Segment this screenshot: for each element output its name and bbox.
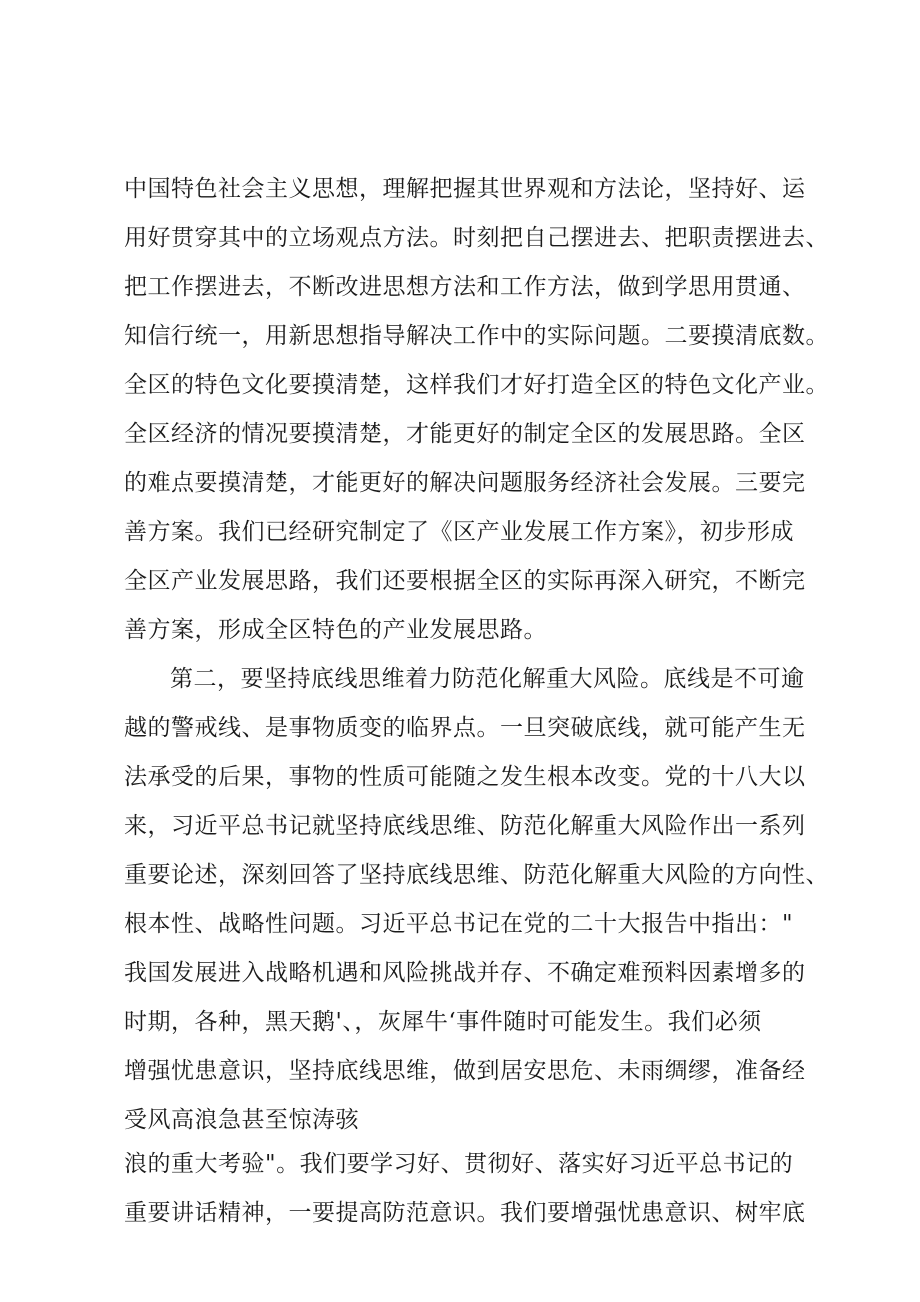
text-line-15: 重要论述，深刻回答了坚持底线思维、防范化解重大风险的方向性、 <box>124 862 829 888</box>
text-line-18: 时期，各种，黑天鹅'、，灰犀牛‘事件随时可能发生。我们必须 <box>124 1009 762 1035</box>
text-line-6: 全区经济的情况要摸清楚，才能更好的制定全区的发展思路。全区 <box>124 421 806 447</box>
text-line-7: 的难点要摸清楚，才能更好的解决问题服务经济社会发展。三要完 <box>124 470 806 496</box>
text-line-3: 把工作摆进去，不断改进思想方法和工作方法，做到学思用贯通、 <box>124 274 806 300</box>
text-line-5: 全区的特色文化要摸清楚，这样我们才好打造全区的特色文化产业。 <box>124 372 829 398</box>
text-line-21: 浪的重大考验"。我们要学习好、贯彻好、落实好习近平总书记的 <box>124 1151 794 1177</box>
text-line-16: 根本性、战略性问题。习近平总书记在党的二十大报告中指出：" <box>124 911 794 937</box>
text-line-22: 重要讲话精神，一要提高防范意识。我们要增强忧患意识、树牢底 <box>124 1200 806 1226</box>
text-line-8: 善方案。我们已经研究制定了《区产业发展工作方案》，初步形成 <box>124 519 794 545</box>
text-line-4: 知信行统一，用新思想指导解决工作中的实际问题。二要摸清底数。 <box>124 323 829 349</box>
text-line-14: 来，习近平总书记就坚持底线思维、防范化解重大风险作出一系列 <box>124 813 806 839</box>
text-line-2: 用好贯穿其中的立场观点方法。时刻把自己摆进去、把职责摆进去、 <box>124 225 829 251</box>
text-line-19: 增强忧患意识，坚持底线思维，做到居安思危、未雨绸缪，准备经 <box>124 1058 806 1084</box>
text-line-9: 全区产业发展思路，我们还要根据全区的实际再深入研究，不断完 <box>124 568 806 594</box>
text-line-17: 我国发展进入战略机遇和风险挑战并存、不确定难预料因素增多的 <box>124 960 806 986</box>
text-line-10: 善方案，形成全区特色的产业发展思路。 <box>124 617 547 643</box>
text-line-12: 越的警戒线、是事物质变的临界点。一旦突破底线，就可能产生无 <box>124 715 806 741</box>
text-line-13: 法承受的后果，事物的性质可能随之发生根本改变。党的十八大以 <box>124 764 806 790</box>
text-line-1: 中国特色社会主义思想，理解把握其世界观和方法论，坚持好、运 <box>124 176 806 202</box>
text-line-20: 受风高浪急甚至惊涛骇 <box>124 1107 359 1133</box>
paragraph-2-first-line: 第二，要坚持底线思维着力防范化解重大风险。底线是不可逾 <box>170 666 805 692</box>
